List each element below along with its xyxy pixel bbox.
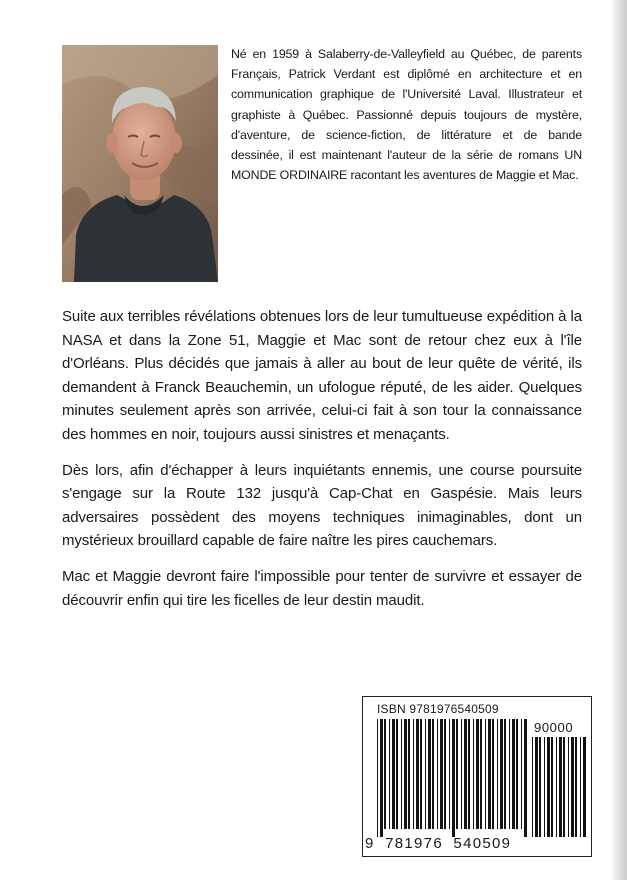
author-bio: Né en 1959 à Salaberry-de-Valleyfield au Québec, de parents Français, Patrick Verdant est diplômé en architecture et en communication graphique de l'Université Laval. Illustrateur et graphiste à Québec. Passionné depuis toujours de mystère, d'aventure, de science-fiction, de littérature et de bande dessinée, il est maintenant l'auteur de la série de romans UN MONDE ORDINAIRE racontant les aventures de Maggie et Mac. — [231, 47, 582, 183]
barcode-box — [362, 696, 592, 857]
synopsis-paragraph-3: Mac et Maggie devront faire l'impossible pour tenter de survivre et essayer de découvrir enfin qui tire les ficelles de leur destin maudit. — [62, 567, 582, 609]
price-barcode-icon — [532, 737, 588, 837]
author-photo — [62, 45, 218, 282]
barcode-digits: 9 781976 540509 — [365, 835, 512, 852]
author-portrait-icon — [62, 45, 218, 282]
ean-barcode-icon — [377, 719, 527, 837]
page-edge-shadow — [613, 0, 627, 880]
synopsis-paragraph-2: Dès lors, afin d'échapper à leurs inquiétants ennemis, une course poursuite s'engage sur la Route 132 jusqu'à Cap-Chat en Gaspésie. Mais leurs adversaires possèdent des moyens techniques inimaginables, dont un mystérieux brouillard capable de faire naître les pires cauchemars. — [62, 461, 582, 550]
synopsis — [62, 305, 582, 624]
price-code: 90000 — [534, 720, 574, 735]
isbn-label: ISBN 9781976540509 — [377, 702, 499, 716]
synopsis-paragraph-1: Suite aux terribles révélations obtenues lors de leur tumultueuse expédition à la NASA et dans la Zone 51, Maggie et Mac sont de retour chez eux à l'île d'Orléans. Plus décidés que jamais à aller au bout de leur quête de vérité, ils demandent à Franck Beauchemin, un ufologue réputé, de les aider. Quelques minutes seulement après son arrivée, celui-ci fait à son tour la connaissance des hommes en noir, toujours aussi sinistres et menaçants. — [62, 308, 582, 443]
